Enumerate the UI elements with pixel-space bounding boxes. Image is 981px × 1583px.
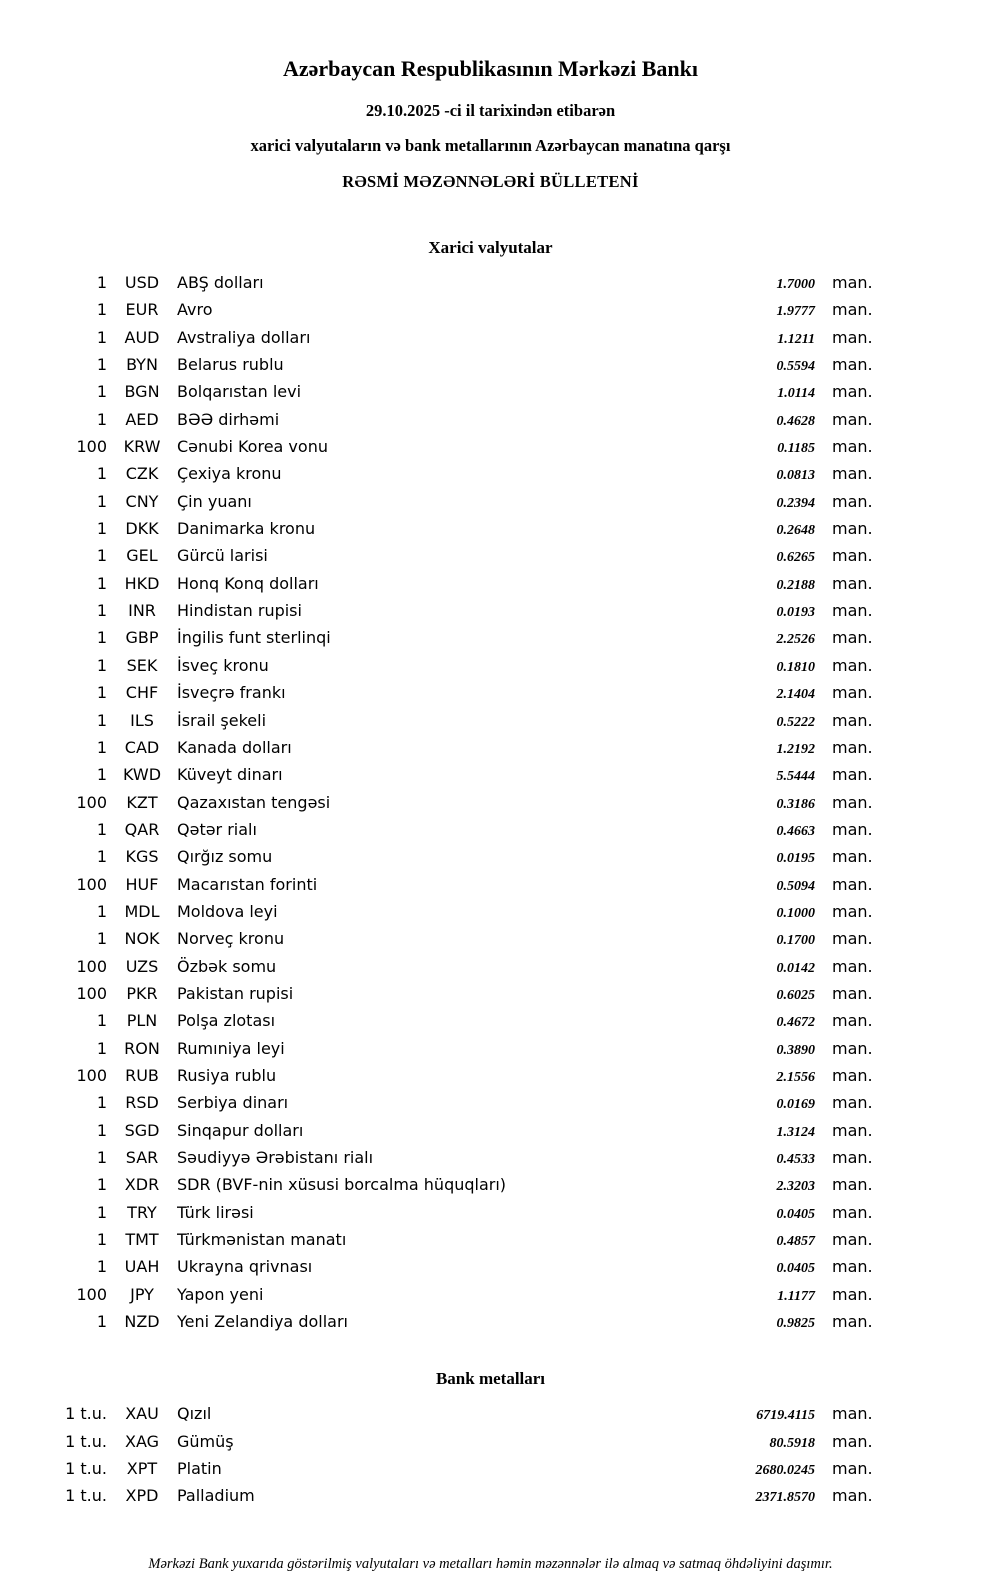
- currency-rate: 0.6025: [776, 987, 815, 1003]
- metal-name: Qızıl: [177, 1404, 212, 1424]
- currency-code: QAR: [124, 819, 160, 839]
- currency-name: Küveyt dinarı: [177, 765, 283, 785]
- currency-quantity: 1: [96, 1038, 107, 1058]
- currency-row: [0, 953, 876, 980]
- rate-unit: man.: [832, 491, 873, 511]
- currency-rate: 0.4663: [776, 823, 815, 839]
- currency-rate: 0.4628: [776, 413, 815, 429]
- currency-code: DKK: [125, 519, 159, 539]
- currency-quantity: 1: [96, 929, 107, 949]
- currency-row: [0, 707, 876, 734]
- currency-row: [0, 734, 876, 761]
- currency-row: [0, 296, 876, 323]
- currency-quantity: 1: [96, 655, 107, 675]
- currency-code: SAR: [125, 1148, 159, 1167]
- currency-code: RSD: [125, 1093, 159, 1113]
- metal-code: XPD: [125, 1486, 159, 1506]
- currency-name: Macarıstan forinti: [177, 874, 318, 894]
- currency-name: Qazaxıstan tengəsi: [177, 792, 331, 812]
- currency-quantity: 1: [96, 519, 107, 539]
- metal-rate: 2371.8570: [755, 1490, 815, 1506]
- currency-rate: 0.1700: [776, 933, 815, 949]
- currency-quantity: 100: [76, 874, 107, 894]
- currency-code: KRW: [123, 437, 161, 457]
- currency-name: İngilis funt sterlinqi: [177, 628, 331, 648]
- currency-code: NOK: [124, 929, 160, 949]
- rate-unit: man.: [832, 655, 873, 675]
- rate-unit: man.: [832, 628, 873, 648]
- currency-quantity: 1: [96, 1175, 107, 1195]
- currency-code: HKD: [124, 573, 160, 593]
- currency-name: Rusiya rublu: [177, 1065, 277, 1085]
- currency-name: Honq Konq dolları: [177, 573, 319, 593]
- currency-rate: 0.9825: [776, 1316, 815, 1332]
- currency-quantity: 1: [96, 1312, 107, 1332]
- currency-row: [0, 843, 876, 870]
- currency-quantity: 1: [96, 546, 107, 566]
- rate-unit: man.: [832, 929, 873, 949]
- currency-row: [0, 898, 876, 925]
- currency-name: Rumıniya leyi: [177, 1038, 285, 1058]
- currency-code: CAD: [124, 737, 160, 757]
- metal-code: XAU: [125, 1404, 159, 1424]
- rate-unit: man.: [832, 327, 873, 347]
- currency-code: ILS: [130, 710, 154, 730]
- currency-code: INR: [128, 601, 156, 621]
- currency-rate: 0.2394: [776, 495, 815, 511]
- currency-code: AUD: [124, 327, 160, 347]
- rate-unit: man.: [832, 1312, 873, 1332]
- currency-code: MDL: [124, 901, 160, 921]
- currency-rate: 0.4857: [776, 1234, 815, 1250]
- currency-rate: 1.1211: [777, 331, 815, 347]
- currency-row: [0, 1308, 876, 1335]
- rate-unit: man.: [832, 956, 873, 976]
- rate-unit: man.: [832, 1486, 873, 1506]
- rate-unit: man.: [832, 1230, 873, 1250]
- metal-quantity: 1 t.u.: [65, 1431, 107, 1451]
- bank-title: Azərbaycan Respublikasının Mərkəzi Bankı: [283, 56, 698, 81]
- currency-row: [0, 433, 876, 460]
- currency-name: İsrail şekeli: [177, 710, 267, 730]
- currency-rate: 0.0193: [776, 605, 815, 621]
- currency-name: İsveçrə frankı: [177, 683, 286, 703]
- currency-code: EUR: [125, 300, 159, 320]
- currency-row: [0, 871, 876, 898]
- rate-unit: man.: [832, 464, 873, 484]
- currency-row: [0, 324, 876, 351]
- currency-name: Qırğız somu: [177, 847, 273, 867]
- currency-name: Özbək somu: [177, 956, 277, 976]
- currency-row: [0, 351, 876, 378]
- metal-row: [0, 1428, 876, 1455]
- rate-unit: man.: [832, 519, 873, 539]
- currency-name: İsveç kronu: [177, 655, 269, 675]
- rate-unit: man.: [832, 765, 873, 785]
- currency-quantity: 1: [96, 1011, 107, 1031]
- currency-code: KWD: [122, 765, 162, 785]
- currency-quantity: 1: [96, 573, 107, 593]
- currency-code: PLN: [126, 1011, 158, 1031]
- currency-name: Səudiyyə Ərəbistanı rialı: [177, 1148, 374, 1167]
- currency-code: GEL: [126, 546, 158, 566]
- rate-unit: man.: [832, 1284, 873, 1304]
- currency-name: Moldova leyi: [177, 901, 278, 921]
- currency-rate: 0.5222: [776, 714, 815, 730]
- currency-rate: 1.0114: [777, 386, 815, 402]
- currency-code: CNY: [125, 491, 159, 511]
- rate-unit: man.: [832, 1148, 873, 1167]
- currency-name: Norveç kronu: [177, 929, 285, 949]
- currency-quantity: 1: [96, 409, 107, 429]
- bulletin-header: [0, 0, 981, 192]
- rate-unit: man.: [832, 1257, 873, 1277]
- currency-row: [0, 1007, 876, 1034]
- effective-date-line: 29.10.2025 -ci il tarixindən etibarən: [365, 101, 616, 120]
- currency-name: Serbiya dinarı: [177, 1093, 289, 1113]
- metal-name: Palladium: [177, 1486, 255, 1506]
- currency-code: UZS: [125, 956, 159, 976]
- currency-name: SDR (BVF-nin xüsusi borcalma hüquqları): [177, 1175, 507, 1195]
- rate-unit: man.: [832, 792, 873, 812]
- rate-unit: man.: [832, 273, 873, 292]
- currency-rate: 0.0169: [776, 1097, 815, 1113]
- currency-quantity: 1: [96, 382, 107, 402]
- currency-rate: 1.2192: [776, 741, 815, 757]
- currency-code: JPY: [130, 1284, 154, 1304]
- rate-unit: man.: [832, 573, 873, 593]
- currency-quantity: 1: [96, 1257, 107, 1277]
- rate-unit: man.: [832, 1038, 873, 1058]
- rate-unit: man.: [832, 355, 873, 375]
- currency-rate-table: [0, 269, 981, 1335]
- currency-rate: 2.2526: [776, 632, 815, 648]
- currency-row: [0, 488, 876, 515]
- currency-quantity: 100: [76, 1284, 107, 1304]
- rate-unit: man.: [832, 409, 873, 429]
- currency-name: Yeni Zelandiya dolları: [177, 1312, 348, 1332]
- currency-rate: 1.3124: [776, 1124, 815, 1140]
- currency-name: Hindistan rupisi: [177, 601, 302, 621]
- currency-row: [0, 789, 876, 816]
- currency-rate: 5.5444: [776, 769, 815, 785]
- currency-quantity: 100: [76, 983, 107, 1003]
- currency-row: [0, 1281, 876, 1308]
- currency-rate: 0.6265: [776, 550, 815, 566]
- currency-code: SGD: [124, 1120, 160, 1140]
- rate-unit: man.: [832, 1202, 873, 1222]
- currency-name: Sinqapur dolları: [177, 1120, 304, 1140]
- currency-code: KZT: [126, 792, 158, 812]
- metal-rate: 80.5918: [769, 1435, 815, 1451]
- currency-quantity: 1: [96, 601, 107, 621]
- currency-row: [0, 925, 876, 952]
- currency-rate: 0.0142: [776, 960, 815, 976]
- currency-name: Kanada dolları: [177, 737, 292, 757]
- currency-row: [0, 1253, 876, 1280]
- currency-rate: 1.7000: [776, 277, 815, 292]
- currency-code: USD: [124, 273, 160, 292]
- disclaimer-text: Mərkəzi Bank yuxarıda göstərilmiş valyutaları və metalları həmin məzənnələr ilə almaq və satmaq öhdəliyini daşımır.: [148, 1555, 833, 1572]
- currency-name: Avstraliya dolları: [177, 327, 311, 347]
- currency-row: [0, 624, 876, 651]
- currency-quantity: 1: [96, 491, 107, 511]
- currency-name: Pakistan rupisi: [177, 983, 294, 1003]
- currency-name: Danimarka kronu: [177, 519, 316, 539]
- currency-row: [0, 406, 876, 433]
- currency-quantity: 1: [96, 464, 107, 484]
- currency-name: ABŞ dolları: [177, 273, 264, 292]
- currency-name: Yapon yeni: [177, 1284, 264, 1304]
- currency-code: CZK: [125, 464, 159, 484]
- currency-quantity: 1: [96, 710, 107, 730]
- currency-row: [0, 570, 876, 597]
- currency-rate: 0.2188: [776, 577, 815, 593]
- currency-code: PKR: [126, 983, 158, 1003]
- metal-quantity: 1 t.u.: [65, 1404, 107, 1424]
- currency-quantity: 1: [96, 300, 107, 320]
- currency-row: [0, 1089, 876, 1116]
- currency-rate: 0.5094: [776, 878, 815, 894]
- currency-code: BYN: [126, 355, 158, 375]
- currency-rate: 0.0405: [776, 1206, 815, 1222]
- currency-name: Türk lirəsi: [177, 1202, 254, 1222]
- rate-unit: man.: [832, 819, 873, 839]
- currency-name: Çin yuanı: [177, 491, 252, 511]
- currency-quantity: 1: [96, 765, 107, 785]
- currency-row: [0, 652, 876, 679]
- metal-code: XPT: [126, 1459, 158, 1479]
- currency-code: XDR: [124, 1175, 160, 1195]
- currency-quantity: 1: [96, 327, 107, 347]
- currency-code: RON: [124, 1038, 160, 1058]
- currency-row: [0, 515, 876, 542]
- currency-rate: 1.1177: [777, 1288, 815, 1304]
- metal-row: [0, 1482, 876, 1509]
- currency-rate: 0.0405: [776, 1261, 815, 1277]
- currency-name: Türkmənistan manatı: [177, 1230, 347, 1250]
- bulletin-title-line: RƏSMİ MƏZƏNNƏLƏRİ BÜLLETENİ: [342, 172, 639, 191]
- subject-line: xarici valyutaların və bank metallarının Azərbaycan manatına qarşı: [250, 136, 731, 155]
- currency-code: GBP: [125, 628, 159, 648]
- currency-row: [0, 1144, 876, 1171]
- currency-code: NZD: [124, 1312, 160, 1332]
- currency-quantity: 1: [96, 1230, 107, 1250]
- currency-name: Ukrayna qrivnası: [177, 1257, 313, 1277]
- currency-name: Gürcü larisi: [177, 546, 268, 566]
- currency-rate: 0.5594: [776, 359, 815, 375]
- metal-rate: 2680.0245: [755, 1463, 815, 1479]
- metal-row: [0, 1455, 876, 1482]
- rate-unit: man.: [832, 874, 873, 894]
- currency-quantity: 100: [76, 956, 107, 976]
- currency-quantity: 1: [96, 273, 107, 292]
- currency-code: TRY: [127, 1202, 157, 1222]
- rate-unit: man.: [832, 1011, 873, 1031]
- currency-rate: 0.1185: [777, 441, 815, 457]
- currency-name: Bolqarıstan levi: [177, 382, 302, 402]
- currency-rate: 0.2648: [776, 523, 815, 539]
- currency-code: AED: [125, 409, 159, 429]
- currency-row: [0, 378, 876, 405]
- currency-row: [0, 1199, 876, 1226]
- metal-row: [0, 1400, 876, 1427]
- currency-rate: 0.3186: [776, 796, 815, 812]
- currency-name: Qətər rialı: [177, 819, 257, 839]
- currency-row: [0, 1171, 876, 1198]
- currencies-section-title: Xarici valyutalar: [428, 238, 553, 257]
- currency-name: Cənubi Korea vonu: [177, 437, 328, 457]
- currency-quantity: 1: [96, 737, 107, 757]
- currency-rate: 0.4533: [776, 1152, 815, 1167]
- rate-unit: man.: [832, 683, 873, 703]
- rate-unit: man.: [832, 737, 873, 757]
- currency-quantity: 1: [96, 847, 107, 867]
- currency-row: [0, 761, 876, 788]
- metals-section-title: Bank metalları: [435, 1369, 546, 1389]
- currency-name: Polşa zlotası: [177, 1011, 276, 1031]
- currency-row: [0, 597, 876, 624]
- rate-unit: man.: [832, 546, 873, 566]
- metal-code: XAG: [124, 1431, 160, 1451]
- currency-row: [0, 542, 876, 569]
- currency-code: BGN: [124, 382, 160, 402]
- currency-quantity: 1: [96, 1148, 107, 1167]
- currency-row: [0, 1117, 876, 1144]
- currency-quantity: 1: [96, 819, 107, 839]
- currency-row: [0, 269, 876, 296]
- rate-unit: man.: [832, 1459, 873, 1479]
- metal-rate: 6719.4115: [756, 1408, 815, 1424]
- currency-quantity: 100: [76, 1065, 107, 1085]
- currency-code: RUB: [125, 1065, 159, 1085]
- metal-rate-table: [0, 1400, 981, 1509]
- rate-unit: man.: [832, 983, 873, 1003]
- currency-name: Çexiya kronu: [177, 464, 282, 484]
- rate-unit: man.: [832, 1431, 873, 1451]
- metal-name: Platin: [177, 1459, 222, 1479]
- rate-unit: man.: [832, 1093, 873, 1113]
- currency-row: [0, 1062, 876, 1089]
- currency-quantity: 1: [96, 1120, 107, 1140]
- currency-rate: 1.9777: [776, 304, 815, 320]
- currency-quantity: 1: [96, 1093, 107, 1113]
- currency-quantity: 1: [96, 628, 107, 648]
- currency-row: [0, 816, 876, 843]
- metal-name: Gümüş: [177, 1431, 234, 1451]
- currency-quantity: 100: [76, 792, 107, 812]
- currency-name: Belarus rublu: [177, 355, 284, 375]
- currency-rate: 2.1556: [776, 1069, 815, 1085]
- currency-quantity: 1: [96, 355, 107, 375]
- rate-unit: man.: [832, 1065, 873, 1085]
- currency-code: CHF: [125, 683, 159, 703]
- currency-rate: 0.1810: [776, 659, 815, 675]
- currency-rate: 0.1000: [776, 905, 815, 921]
- metal-quantity: 1 t.u.: [65, 1486, 107, 1506]
- rate-unit: man.: [832, 901, 873, 921]
- currency-row: [0, 679, 876, 706]
- currency-rate: 0.0813: [776, 468, 815, 484]
- currency-row: [0, 980, 876, 1007]
- rate-unit: man.: [832, 1175, 873, 1195]
- rate-unit: man.: [832, 437, 873, 457]
- currency-code: SEK: [126, 655, 158, 675]
- rate-unit: man.: [832, 382, 873, 402]
- currency-quantity: 1: [96, 901, 107, 921]
- rate-unit: man.: [832, 710, 873, 730]
- currency-rate: 0.3890: [776, 1042, 815, 1058]
- currency-name: Avro: [177, 300, 213, 320]
- currency-code: UAH: [124, 1257, 160, 1277]
- currency-rate: 0.0195: [776, 851, 815, 867]
- currency-code: HUF: [125, 874, 159, 894]
- currency-rate: 0.4672: [776, 1015, 815, 1031]
- currency-quantity: 1: [96, 1202, 107, 1222]
- metal-quantity: 1 t.u.: [65, 1459, 107, 1479]
- currency-row: [0, 460, 876, 487]
- currency-code: TMT: [125, 1230, 159, 1250]
- currency-name: BƏƏ dirhəmi: [177, 409, 280, 429]
- rate-unit: man.: [832, 1404, 873, 1424]
- currency-quantity: 100: [76, 437, 107, 457]
- currency-row: [0, 1226, 876, 1253]
- currency-row: [0, 1035, 876, 1062]
- currency-rate: 2.3203: [776, 1179, 815, 1195]
- rate-unit: man.: [832, 1120, 873, 1140]
- rate-unit: man.: [832, 601, 873, 621]
- currency-code: KGS: [125, 847, 159, 867]
- rate-unit: man.: [832, 847, 873, 867]
- currency-rate: 2.1404: [776, 687, 815, 703]
- rate-unit: man.: [832, 300, 873, 320]
- currency-quantity: 1: [96, 683, 107, 703]
